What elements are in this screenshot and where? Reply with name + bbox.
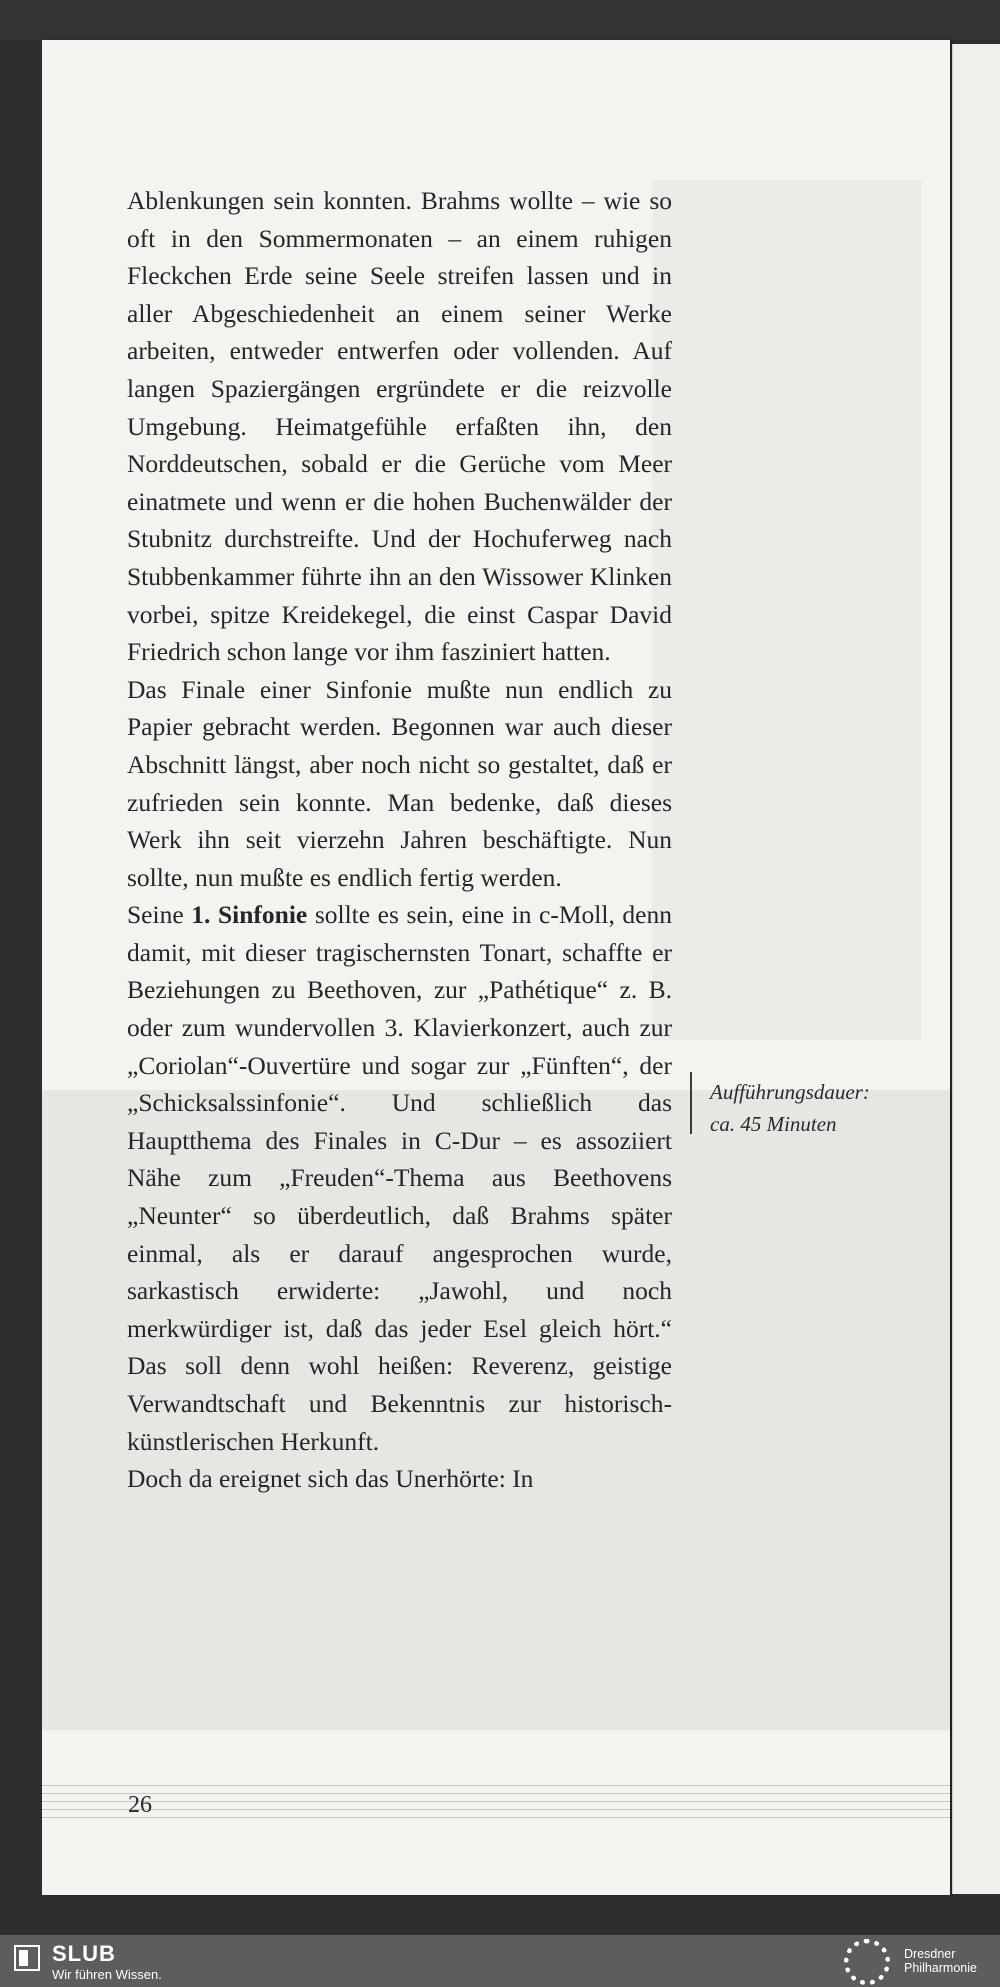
slub-tagline: Wir führen Wissen. [52, 1967, 162, 1982]
slub-logo-icon[interactable] [14, 1945, 40, 1971]
partner-name-line-2: Philharmonie [904, 1961, 977, 1975]
paragraph-1: Ablenkungen sein konnten. Brahms wollte – wie so oft in den Sommermonaten – an einem ruhigen Fleckchen Erde seine Seele streifen lassen und in aller Abgeschiedenheit an einem seiner Werke arbeiten, entweder entwerfen oder vollenden. Auf langen Spaziergängen ergründete er die reizvolle Umgebung. Heimatgefühle erfaßten ihn, den Norddeutschen, sobald er die Gerüche vom Meer einatmete und wenn er die hohen Buchenwälder der Stubnitz durchstreifte. Und der Hochuferweg nach Stubbenkammer führte ihn an den Wissower Klinken vorbei, spitze Kreidekegel, die einst Caspar David Friedrich schon lange vor ihm fasziniert hatten. [127, 186, 672, 667]
bleed-through-area [652, 180, 922, 1040]
partner-name[interactable] [904, 1947, 977, 1975]
margin-note-label: Aufführungsdauer: [710, 1080, 870, 1104]
partner-name-line-1: Dresdner [904, 1947, 956, 1961]
paragraph-3-start: Seine [127, 900, 192, 930]
book-page [42, 40, 950, 1895]
paragraph-3 [127, 896, 672, 1460]
page-number: 26 [128, 1792, 152, 1818]
symphony-title: 1. Sinfonie [191, 900, 308, 930]
scan-background-top [0, 0, 1000, 40]
staff-lines-decoration [42, 1785, 950, 1825]
paragraph-2: Das Finale einer Sinfonie mußte nun endlich zu Papier gebracht werden. Begonnen war auch dieser Abschnitt längst, aber noch nicht so gestaltet, daß er zufrieden sein konnte. Man bedenke, daß dieses Werk ihn seit vierzehn Jahren beschäftigte. Nun sollte, nun mußte es endlich fertig werden. [127, 674, 672, 892]
adjacent-page-edge [952, 44, 1000, 1894]
margin-note [710, 1076, 950, 1140]
main-text-column [127, 182, 672, 1498]
slub-title[interactable]: SLUB [52, 1941, 116, 1966]
margin-note-rule [690, 1072, 692, 1134]
margin-note-value: ca. 45 Minuten [710, 1112, 837, 1136]
philharmonie-logo-icon[interactable] [844, 1939, 890, 1985]
paragraph-3-rest: sollte es sein, eine in c-Moll, denn damit, mit dieser tragischernsten Tonart, schaffte er Beziehungen zu Beethoven, zur „Pathétique“ z. B. oder zum wundervollen 3. Klavierkonzert, auch zur „Coriolan“-Ouvertüre und sogar zur „Fünften“, der „Schicksalssinfonie“. Und schließlich das Hauptthema des Finales in C-Dur – es assoziiert Nähe zum „Freuden“-Thema aus Beethovens „Neunter“ so überdeutlich, daß Brahms später einmal, als er darauf angesprochen wurde, sarkastisch erwiderte: „Jawohl, und noch merkwürdiger ist, daß das jeder Esel gleich hört.“ Das soll denn wohl heißen: Reverenz, geistige Verwandtschaft und Bekenntnis zur historisch-künstlerischen Herkunft. [127, 900, 672, 1456]
paragraph-4: Doch da ereignet sich das Unerhörte: In [127, 1464, 534, 1494]
viewer-footer [0, 1935, 1000, 1987]
